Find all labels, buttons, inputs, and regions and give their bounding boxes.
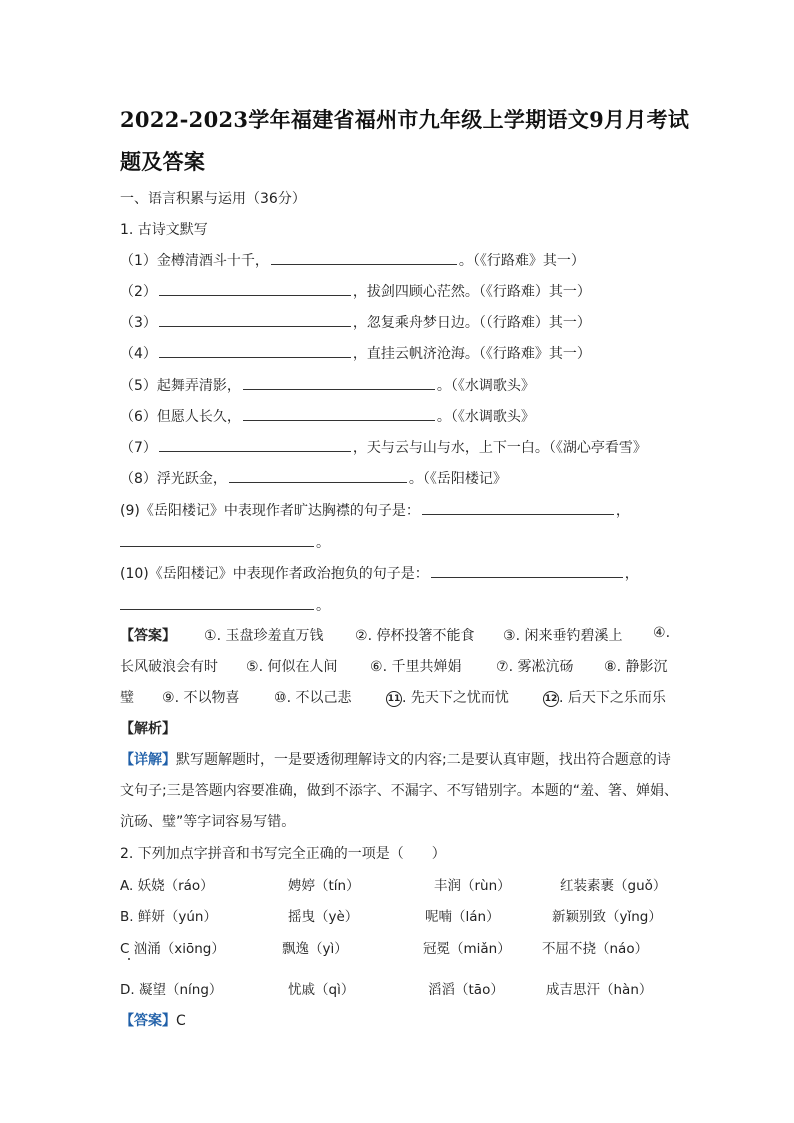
answer-item: 璧 <box>120 690 134 706</box>
option-a-word: 娉婷（tín） <box>288 878 360 894</box>
answer-blank[interactable] <box>243 408 435 421</box>
option-c-word: 飘逸（yì） <box>282 941 348 957</box>
section-heading: 一、语言积累与运用（36分） <box>120 191 306 207</box>
answer-blank[interactable] <box>120 597 314 610</box>
answer-item: ④. <box>653 625 671 641</box>
option-c-word: 不屈不挠（náo） <box>542 941 649 957</box>
answer-item: ⑥. 千里共婵娟 <box>370 659 462 675</box>
q1-item-10-continued: 。 <box>120 595 330 615</box>
question-2-heading: 2. 下列加点字拼音和书写完全正确的一项是（ ） <box>120 846 446 862</box>
answer-blank[interactable] <box>159 439 351 452</box>
q1-item-1: （1）金樽清酒斗十千， 。（《行路难》其一） <box>120 253 585 269</box>
answer-blank[interactable] <box>229 470 407 483</box>
document-title-line1: 2022-2023学年福建省福州市九年级上学期语文9月月考试 <box>120 107 690 132</box>
circled-number-11: 11 <box>386 691 402 707</box>
answer-item: ⑧. 静影沉 <box>604 659 668 675</box>
answer-blank[interactable] <box>422 502 614 515</box>
answer-item: 11 . 先天下之忧而忧 <box>387 690 509 706</box>
q1-item-5: （5）起舞弄清影， 。（《水调歌头》 <box>120 378 535 394</box>
option-d-word: 成吉思汗（hàn） <box>546 982 653 998</box>
answer-item: ⑨. 不以物喜 <box>162 690 240 706</box>
question-1-heading: 1. 古诗文默写 <box>120 222 208 238</box>
answer-item: ②. 停杯投箸不能食 <box>355 628 475 644</box>
option-a-word: 红装素裹（guǒ） <box>560 878 667 894</box>
option-b[interactable]: B. 鲜妍（yún） <box>120 909 217 925</box>
q1-item-10: (10)《岳阳楼记》中表现作者政治抱负的句子是： ， <box>120 566 639 582</box>
answer-item: 12 . 后天下之乐而乐 <box>544 690 666 706</box>
answer-item: 长风破浪会有时 <box>120 659 218 675</box>
document-title-line2: 题及答案 <box>120 149 206 174</box>
answer-blank[interactable] <box>120 534 314 547</box>
q1-item-7: （7） ，天与云与山与水，上下一白。（《湖心亭看雪》 <box>120 440 647 456</box>
answer-item: ⑩. 不以己悲 <box>274 690 352 706</box>
q1-item-8: （8）浮光跃金， 。（《岳阳楼记》 <box>120 471 507 487</box>
answer-blank[interactable] <box>243 377 435 390</box>
option-a[interactable]: A. 妖娆（ráo） <box>120 878 214 894</box>
q1-item-2: （2） ，拔剑四顾心茫然。（《行路难）其一） <box>120 284 591 300</box>
emphasis-dot <box>128 958 130 960</box>
answer-label: 【答案】 <box>120 628 176 644</box>
q1-item-4: （4） ，直挂云帆济沧海。（《行路难》其一） <box>120 346 591 362</box>
answer-blank[interactable] <box>431 565 623 578</box>
answer-blank[interactable] <box>159 314 351 327</box>
detail-line-3: 沆砀、璧”等字词容易写错。 <box>120 814 296 830</box>
answer-blank[interactable] <box>159 345 351 358</box>
option-b-word: 新颖别致（yǐng） <box>552 909 662 925</box>
q1-item-6: （6）但愿人长久， 。（《水调歌头》 <box>120 409 535 425</box>
q1-item-9: (9)《岳阳楼记》中表现作者旷达胸襟的句子是： ， <box>120 503 630 519</box>
option-d[interactable]: D. 凝望（níng） <box>120 982 223 998</box>
option-c-word: 冠冕（miǎn） <box>423 941 511 957</box>
detail-line-1: 【详解】默写题解题时，一是要透彻理解诗文的内容;二是要认真审题，找出符合题意的诗 <box>120 752 671 768</box>
option-b-word: 摇曳（yè） <box>288 909 359 925</box>
option-c[interactable]: C 汹涌（xiōng） <box>120 941 225 957</box>
answer-item: ③. 闲来垂钓碧溪上 <box>503 628 623 644</box>
answer-blank[interactable] <box>271 252 457 265</box>
answer-item: ⑦. 雾凇沆砀 <box>496 659 574 675</box>
q2-answer: 【答案】C <box>120 1013 186 1029</box>
option-a-word: 丰润（rùn） <box>434 878 511 894</box>
option-d-word: 忧戚（qì） <box>288 982 355 998</box>
q1-item-3: （3） ，忽复乘舟梦日边。（（行路难）其一） <box>120 315 591 331</box>
answer-item: ⑤. 何似在人间 <box>246 659 338 675</box>
answer-blank[interactable] <box>159 283 351 296</box>
option-b-word: 呢喃（lán） <box>425 909 500 925</box>
circled-number-12: 12 <box>543 691 559 707</box>
answer-item: ①. 玉盘珍羞直万钱 <box>204 628 324 644</box>
q1-item-9-continued: 。 <box>120 532 330 552</box>
detail-line-2: 文句子;三是答题内容要准确，做到不添字、不漏字、不写错别字。本题的“羞、箸、婵娟、 <box>120 783 678 799</box>
option-d-word: 滔滔（tāo） <box>428 982 504 998</box>
analysis-label: 【解析】 <box>120 721 176 737</box>
